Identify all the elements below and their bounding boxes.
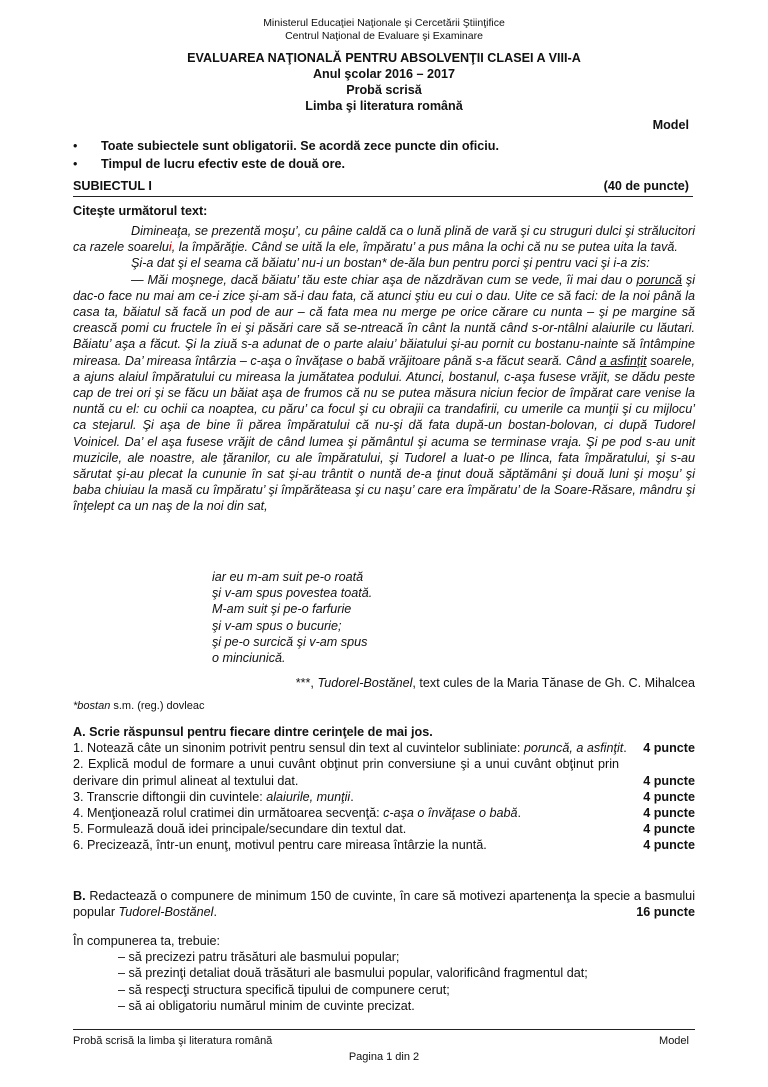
section-header <box>73 179 693 197</box>
instruction-item: • Toate subiectele sunt obligatorii. Se acordă zece puncte din oficiu. <box>73 137 693 155</box>
footer-right: Model <box>659 1035 689 1047</box>
source-prefix: ***, <box>295 676 318 690</box>
source-rest: , text cules de la Maria Tănase de Gh. C. Mihalcea <box>412 676 695 690</box>
story-text <box>73 223 695 515</box>
composition-item: – să ai obligatoriu numărul minim de cuvinte precizat. <box>118 998 415 1013</box>
footnote <box>73 700 204 712</box>
story-paragraph <box>73 223 695 255</box>
requirement-text: 5. Formulează două idei principale/secundare din textul dat. <box>73 822 407 837</box>
story-paragraph: Şi-a dat şi el seama că băiatu’ nu-i un bostan* de-ăla bun pentru porci şi pentru vaci şi i-a zis: <box>131 256 650 271</box>
requirement-points: 4 puncte <box>637 740 695 756</box>
footer-left: Probă scrisă la limba şi literatura română <box>73 1035 273 1047</box>
underlined-word: a asfinţit <box>599 353 647 368</box>
part-a <box>73 724 695 854</box>
exam-title: EVALUAREA NAŢIONALĂ PENTRU ABSOLVENŢII CLASEI A VIII-A <box>187 51 581 65</box>
part-b-after: . <box>213 905 217 920</box>
exam-subject: Limba şi literatura română <box>305 99 463 113</box>
requirement-italic: alaiurile, munţii <box>266 789 351 804</box>
requirement-italic: poruncă, a asfinţit <box>523 741 624 756</box>
center-line: Centrul Naţional de Evaluare şi Examinare <box>285 30 483 42</box>
page-number: Pagina 1 din 2 <box>348 1051 420 1063</box>
requirement-item <box>73 740 695 756</box>
verse-line: iar eu m-am suit pe-o roată <box>212 570 364 584</box>
part-a-heading: A. Scrie răspunsul pentru fiecare dintre cerinţele de mai jos. <box>73 725 433 739</box>
underlined-word: poruncă <box>636 272 683 287</box>
composition-intro: În compunerea ta, trebuie: <box>73 934 221 948</box>
requirement-italic: c-aşa o învăţase o babă <box>383 806 518 821</box>
verse-line: şi v-am spus o bucurie; <box>212 618 342 633</box>
requirement-points: 4 puncte <box>637 821 695 837</box>
composition-requirements <box>73 933 695 1014</box>
verse-line: o minciunică. <box>212 651 286 666</box>
part-b <box>73 888 695 920</box>
story-paragraph <box>73 272 695 515</box>
part-b-italic: Tudorel-Bostănel <box>118 905 214 920</box>
requirement-after: . <box>517 806 522 821</box>
source-title: Tudorel-Bostănel <box>317 676 413 690</box>
section-name: SUBIECTUL I <box>73 179 152 193</box>
requirement-text: 3. Transcrie diftongii din cuvintele: <box>73 789 267 804</box>
requirement-after: . <box>623 741 627 756</box>
model-label: Model <box>652 118 689 132</box>
footnote-definition: s.m. (reg.) dovleac <box>110 700 205 712</box>
story-fragment: — Măi moşnege, dacă băiatu’ tău este chiar aşa de năzdrăvan cum se vede, îi mai dau o <box>131 272 633 287</box>
requirement-points: 4 puncte <box>637 837 695 853</box>
requirement-text: 4. Menţionează rolul cratimei din următoarea secvenţă: <box>73 806 384 821</box>
requirement-item <box>73 821 695 837</box>
composition-item: – să precizezi patru trăsături ale basmului popular; <box>118 950 400 965</box>
requirement-after: . <box>350 789 354 804</box>
requirement-item <box>73 756 695 788</box>
requirement-points: 4 puncte <box>637 789 695 805</box>
story-fragment: şi dac-o face nu mai am ce-i zice şi-am să-i dau fata, că atunci ştiu eu cui o dau. Uite ce să faci: de la noi până la casa ta, băiatul să facă un pod de aur – că fata mea nu merge pe orice cărare cu nunta – şi pe margine să crească pomi cu fructele în ei şi păsări care să se-ntreacă în cânt la nuntă când s-or-ntâlni alaiurile cu lăutari. Băiatu’ aşa a făcut. Şi la ziuă s-a adunat de o parte alaiu’ băiatului şi-au pornit cu bostanu-nainte să întâmpine mireasa. Da’ mireasa întârzia – c-aşa o învăţase o babă vrăjitoare până s-a făcut seară. Când <box>73 272 696 368</box>
verse-line: şi v-am spus povestea toată. <box>212 586 373 601</box>
instruction-item: • Timpul de lucru efectiv este de două ore. <box>73 155 693 173</box>
story-fragment: Dimineaţa, se prezentă moşu’, cu pâine caldă ca o lună plină de vară şi cu struguri dulci şi strălucitori ca razele soarelu <box>73 224 695 255</box>
page-footer <box>73 1029 695 1063</box>
requirement-item <box>73 805 695 821</box>
requirement-points: 4 puncte <box>637 805 695 821</box>
part-b-points: 16 puncte <box>636 905 695 920</box>
ministry-line: Ministerul Educaţiei Naţionale şi Cercetării Ştiinţifice <box>263 17 505 29</box>
requirement-text: 2. Explică modul de formare a unui cuvânt obţinut prin conversiune şi a unui cuvânt obţinut prin derivare din primul alineat al textului dat. <box>73 757 619 788</box>
text-source <box>296 676 695 690</box>
footnote-word: *bostan <box>73 700 111 712</box>
requirement-text: 6. Precizează, într-un enunţ, motivul pentru care mireasa întârzie la nuntă. <box>73 838 487 853</box>
requirement-text: 1. Notează câte un sinonim potrivit pentru sensul din text al cuvintelor subliniate: <box>73 741 524 756</box>
exam-type: Probă scrisă <box>346 83 422 97</box>
instructions-list <box>73 137 693 173</box>
section-points: (40 de puncte) <box>603 179 689 193</box>
part-b-text: Redactează o compunere de minimum 150 de cuvinte, în care să motivezi apartenenţa la specie a basmului popular <box>73 889 695 920</box>
composition-item: – să respecţi structura specifică tipului de compunere cerut; <box>118 982 450 997</box>
school-year: Anul şcolar 2016 – 2017 <box>312 67 456 81</box>
read-instruction: Citeşte următorul text: <box>73 204 208 218</box>
verse-line: M-am suit şi pe-o farfurie <box>212 602 352 617</box>
requirement-item <box>73 789 695 805</box>
story-fragment: i <box>168 240 172 255</box>
part-b-label: B. <box>73 889 86 903</box>
verse-line: şi pe-o surcică şi v-am spus <box>212 634 368 649</box>
requirement-item <box>73 837 695 853</box>
composition-item: – să prezinţi detaliat două trăsături ale basmului popular, valorificând fragmentul dat; <box>118 966 588 981</box>
requirement-points: 4 puncte <box>637 773 695 789</box>
story-fragment: , la împărăţie. Când se uită la ele, împăratu’ a pus mâna la ochi că nu se putea uita la tavă. <box>171 240 678 255</box>
closing-verses <box>212 569 372 666</box>
story-fragment: soarele, a ajuns alaiul împăratului cu mireasa la jumătatea podului. Atunci, bostanul, c-aşa fusese vrăjit, se dădu peste cap de trei ori şi se făcu un băiat aşa de frumos că nu se putea măsura niciun fecior de împărat care venise la nuntă cu el: cu ochii ca noaptea, cu păru’ ca focul şi cu obrajii ca trandafirii, cu umerile ca munţii şi cu mijlocu’ ca stejarul. Şi aşa de bine îi părea împăratului că nu-şi dă fata după-un bostan-bolovan, ci după Tudorel Voinicel. Da’ el aşa fusese vrăjit de când lumea şi pământul şi acuma se terminase vraja. Şi pe pod s-au unit muzicile, ale noastre, ale ţăranilor, cu ale împăratului, şi Tudorel a luat-o pe Ilinca, fata împăratului, şi s-au sărutat şi-au plecat la cununie în sat şi-au trântit o nuntă de-a ţinut două săptămâni şi două luni şi moşu’ şi baba chiuiau la masă cu împăratu’ şi împărăteasa şi cu naşu’ care era împăratu’ de la Soare-Răsare, mândru şi înţelept ca un naş de la noi din sat, <box>73 353 696 514</box>
